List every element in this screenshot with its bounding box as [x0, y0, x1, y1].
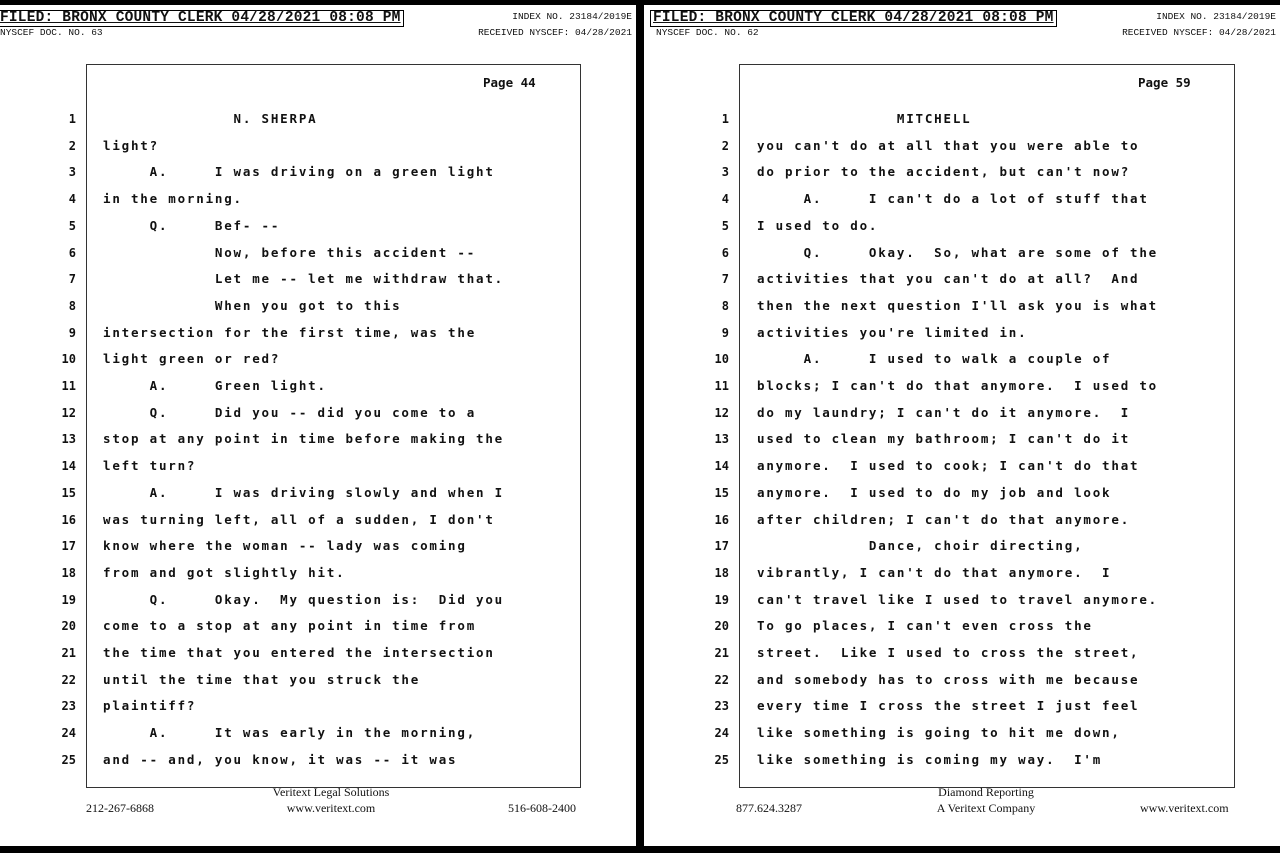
line-number: 11 [61, 379, 76, 393]
transcript-line: know where the woman -- lady was coming [103, 538, 467, 554]
nyscef-doc-number: NYSCEF DOC. NO. 62 [656, 27, 759, 38]
line-number: 15 [61, 485, 76, 500]
transcript-line: like something is coming my way. I'm [757, 751, 1103, 767]
transcript-line: A. It was early in the morning, [103, 725, 477, 741]
index-number: INDEX NO. 23184/2019E [1156, 11, 1276, 22]
line-number: 25 [61, 752, 76, 767]
footer-company: Veritext Legal Solutions [272, 785, 390, 799]
line-number: 12 [61, 405, 76, 420]
transcript-page-right [644, 5, 1280, 846]
transcript-line: Q. Bef- -- [103, 217, 281, 233]
transcript-line: stop at any point in time before making the [103, 431, 505, 447]
transcript-line: left turn? [103, 458, 197, 474]
transcript-line: was turning left, all of a sudden, I don't [103, 511, 495, 527]
line-number: 14 [61, 459, 76, 474]
line-number: 6 [721, 245, 729, 260]
transcript-line: can't travel like I used to travel anymore. [757, 591, 1159, 607]
index-number: INDEX NO. 23184/2019E [512, 11, 632, 22]
filed-stamp: FILED: BRONX COUNTY CLERK 04/28/2021 08:08 PM [0, 10, 404, 27]
transcript-line: When you got to this [103, 297, 402, 313]
line-number: 9 [68, 325, 76, 340]
transcript-line: intersection for the first time, was the [103, 324, 477, 340]
line-number: 12 [714, 405, 729, 420]
transcript-line: light green or red? [103, 351, 281, 367]
transcript-line: do prior to the accident, but can't now? [757, 164, 1131, 180]
transcript-line: vibrantly, I can't do that anymore. I [757, 564, 1112, 580]
line-number: 21 [714, 646, 729, 660]
transcript-line: A. I was driving on a green light [103, 164, 495, 180]
footer-website: www.veritext.com [286, 801, 376, 815]
line-number: 9 [721, 325, 729, 340]
line-number: 2 [721, 138, 729, 153]
transcript-line: light? [103, 137, 159, 153]
line-number: 17 [714, 539, 729, 554]
line-number: 10 [61, 352, 76, 367]
received-date: RECEIVED NYSCEF: 04/28/2021 [1122, 27, 1276, 38]
transcript-line: blocks; I can't do that anymore. I used to [757, 378, 1159, 393]
transcript-line: A. Green light. [103, 378, 327, 393]
line-number: 3 [721, 165, 729, 180]
line-number: 25 [714, 752, 729, 767]
line-number: 5 [721, 218, 729, 233]
line-number: 8 [721, 298, 729, 313]
line-number: 19 [714, 592, 729, 607]
line-number: 24 [61, 726, 76, 741]
line-number: 5 [68, 218, 76, 233]
page-number: Page 44 [483, 75, 536, 90]
line-number: 13 [61, 432, 76, 447]
line-number: 2 [68, 138, 76, 153]
line-number: 24 [714, 726, 729, 741]
transcript-line: A. I was driving slowly and when I [103, 484, 505, 500]
line-number: 23 [61, 699, 76, 714]
transcript-line: until the time that you struck the [103, 671, 421, 687]
footer-phone-left: 877.624.3287 [736, 801, 802, 815]
line-number: 16 [61, 512, 76, 527]
line-number: 1 [721, 112, 729, 126]
line-number: 8 [68, 298, 76, 313]
line-number: 18 [714, 565, 729, 580]
footer-website: www.veritext.com [1140, 801, 1229, 815]
transcript-line: Let me -- let me withdraw that. [103, 271, 505, 287]
transcript-line: Q. Did you -- did you come to a [103, 404, 477, 420]
transcript-line: from and got slightly hit. [103, 564, 346, 580]
transcript-line: To go places, I can't even cross the [757, 618, 1093, 634]
transcript-line: N. SHERPA [103, 111, 318, 126]
transcript-line: I used to do. [757, 217, 879, 233]
transcript-line: A. I used to walk a couple of [757, 351, 1112, 367]
line-number: 13 [714, 432, 729, 447]
transcript-line: you can't do at all that you were able to [757, 137, 1140, 153]
transcript-line: used to clean my bathroom; I can't do it [757, 431, 1131, 447]
nyscef-doc-number: NYSCEF DOC. NO. 63 [0, 27, 103, 38]
transcript-line: do my laundry; I can't do it anymore. I [757, 404, 1131, 420]
footer-company: Diamond Reporting [938, 785, 1034, 799]
line-number: 14 [714, 459, 729, 474]
line-number: 19 [61, 592, 76, 607]
transcript-line: and -- and, you know, it was -- it was [103, 751, 458, 767]
footer-subcompany: A Veritext Company [936, 801, 1036, 815]
line-number: 20 [61, 619, 76, 634]
line-number: 4 [68, 192, 76, 207]
line-number: 21 [61, 646, 76, 660]
transcript-line: street. Like I used to cross the street, [757, 645, 1140, 660]
transcript-line: the time that you entered the intersection [103, 645, 495, 660]
line-number: 18 [61, 565, 76, 580]
transcript-line: A. I can't do a lot of stuff that [757, 191, 1149, 207]
transcript-line: anymore. I used to do my job and look [757, 484, 1112, 500]
page-number: Page 59 [1138, 75, 1191, 90]
filed-stamp: FILED: BRONX COUNTY CLERK 04/28/2021 08:08 PM [650, 10, 1057, 27]
line-number: 20 [714, 619, 729, 634]
line-number: 6 [68, 245, 76, 260]
transcript-line: after children; I can't do that anymore. [757, 511, 1131, 527]
transcript-line: anymore. I used to cook; I can't do that [757, 458, 1140, 474]
transcript-line: then the next question I'll ask you is what [757, 297, 1159, 313]
line-number: 22 [714, 672, 729, 687]
footer-phone-right: 516-608-2400 [508, 801, 576, 815]
line-number: 23 [714, 699, 729, 714]
transcript-line: Q. Okay. So, what are some of the [757, 244, 1159, 260]
line-number: 7 [68, 272, 76, 287]
line-number: 10 [714, 352, 729, 367]
transcript-line: activities that you can't do at all? And [757, 271, 1140, 287]
line-number: 1 [68, 112, 76, 126]
transcript-line: and somebody has to cross with me because [757, 671, 1140, 687]
line-number: 17 [61, 539, 76, 554]
footer-phone-left: 212-267-6868 [86, 801, 154, 815]
line-number: 4 [721, 192, 729, 207]
line-number: 16 [714, 512, 729, 527]
transcript-line: come to a stop at any point in time from [103, 618, 477, 634]
transcript-line: like something is going to hit me down, [757, 725, 1121, 741]
transcript-line: MITCHELL [757, 111, 972, 126]
transcript-line: Q. Okay. My question is: Did you [103, 591, 505, 607]
transcript-line: every time I cross the street I just feel [757, 698, 1140, 714]
line-number: 15 [714, 485, 729, 500]
line-number: 3 [68, 165, 76, 180]
transcript-line: in the morning. [103, 191, 243, 207]
received-date: RECEIVED NYSCEF: 04/28/2021 [478, 27, 632, 38]
line-number: 22 [61, 672, 76, 687]
transcript-line: plaintiff? [103, 698, 197, 714]
line-number: 7 [721, 272, 729, 287]
transcript-line: Dance, choir directing, [757, 538, 1084, 554]
transcript-page-left [0, 5, 636, 846]
line-number: 11 [714, 379, 729, 393]
transcript-line: activities you're limited in. [757, 324, 1028, 340]
transcript-line: Now, before this accident -- [103, 244, 477, 260]
